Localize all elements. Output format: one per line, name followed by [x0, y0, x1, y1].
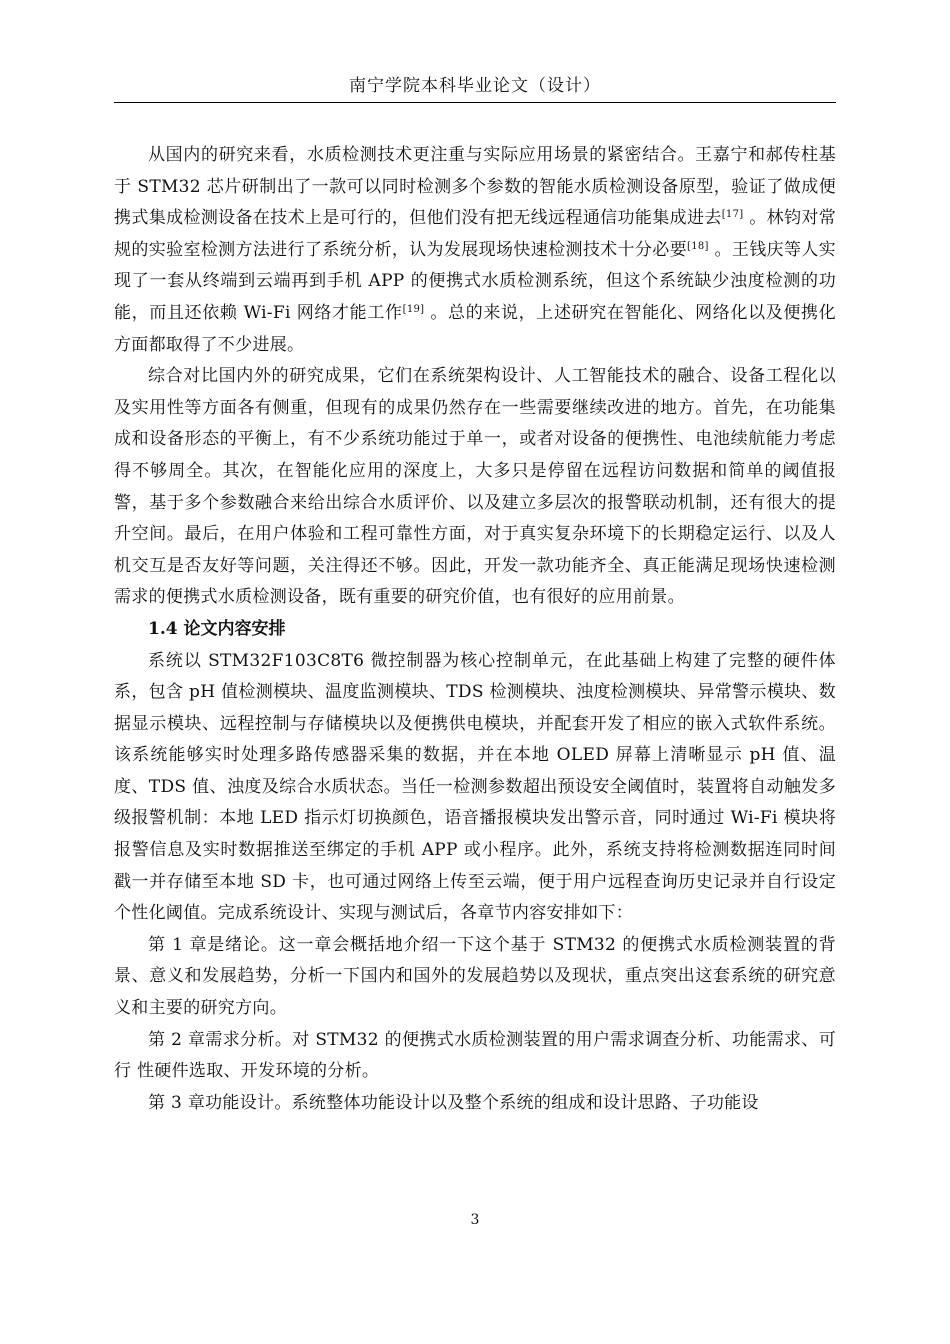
citation-ref: [17] [721, 209, 744, 221]
page-number: 3 [470, 1212, 480, 1228]
paragraph-text: 。王钱庆等人实现了一套从终端到云端再到手机 APP 的便携式水质检测系统，但这个系统缺少浊度检测的功能，而且还依赖 Wi-Fi 网络才能工作 [114, 239, 836, 323]
paragraph-text: 。林钧对常规的实验室检测方法进行了系统分析，认为发展现场快速检测技术十分必要 [114, 208, 836, 260]
paragraph-text: 。总的来说，上述研究在智能化、网络化以及便携化方面都取得了不少进展。 [114, 302, 836, 355]
paragraph-chapter-1: 第 1 章是绪论。这一章会概括地介绍一下这个基于 STM32 的便携式水质检测装置的背景、意义和发展趋势，分析一下国内和国外的发展趋势以及现状，重点突出这套系统的研究意义和主要的研究方向。 [114, 934, 836, 1019]
paragraph-domestic-research [114, 140, 836, 361]
citation-ref: [19] [402, 303, 425, 315]
paragraph-text: 从国内的研究来看，水质检测技术更注重与实际应用场景的紧密结合。王嘉宁和郝传柱基于 STM32 芯片研制出了一款可以同时检测多个参数的智能水质检测设备原型，验证了做成便携式集成检测设备在技术上是可行的，但他们没有把无线远程通信功能集成进去 [114, 145, 836, 229]
header-divider [114, 102, 836, 103]
paragraph-chapter-3: 第 3 章功能设计。系统整体功能设计以及整个系统的组成和设计思路、子功能设 [148, 1092, 759, 1113]
paragraph-system-overview: 系统以 STM32F103C8T6 微控制器为核心控制单元，在此基础上构建了完整的硬件体系，包含 pH 值检测模块、温度监测模块、TDS 检测模块、浊度检测模块、异常警示模块、数据显示模块、远程控制与存储模块以及便携供电模块，并配套开发了相应的嵌入式软件系统。该系统能够实时处理多路传感器采集的数据，并在本地 OLED 屏幕上清晰显示 pH 值、温度、TDS 值、浊度及综合水质状态。当任一检测参数超出预设安全阈值时，装置将自动触发多级报警机制：本地 LED 指示灯切换颜色，语音播报模块发出警示音，同时通过 Wi-Fi 模块将报警信息及实时数据推送至绑定的手机 APP 或小程序。此外，系统支持将检测数据连同时间戳一并存储至本地 SD 卡，也可通过网络上传至云端，便于用户远程查询历史记录并自行设定个性化阈值。完成系统设计、实现与测试后，各章节内容安排如下： [114, 650, 836, 924]
citation-ref: [18] [687, 240, 709, 252]
section-heading: 1.4 论文内容安排 [148, 618, 286, 639]
body-text [114, 140, 836, 1119]
paragraph-comparison: 综合对比国内外的研究成果，它们在系统架构设计、人工智能技术的融合、设备工程化以及实用性等方面各有侧重，但现有的成果仍然存在一些需要继续改进的地方。首先，在功能集成和设备形态的平衡上，有不少系统功能过于单一，或者对设备的便携性、电池续航能力考虑得不够周全。其次，在智能化应用的深度上，大多只是停留在远程访问数据和简单的阈值报警，基于多个参数融合来给出综合水质评价、以及建立多层次的报警联动机制，还有很大的提升空间。最后，在用户体验和工程可靠性方面，对于真实复杂环境下的长期稳定运行、以及人机交互是否友好等问题，关注得还不够。因此，开发一款功能齐全、真正能满足现场快速检测需求的便携式水质检测设备，既有重要的研究价值，也有很好的应用前景。 [114, 366, 836, 608]
paragraph-chapter-2: 第 2 章需求分析。对 STM32 的便携式水质检测装置的用户需求调查分析、功能需求、可行 性硬件选取、开发环境的分析。 [114, 1029, 836, 1082]
running-header: 南宁学院本科毕业论文（设计） [349, 76, 601, 96]
